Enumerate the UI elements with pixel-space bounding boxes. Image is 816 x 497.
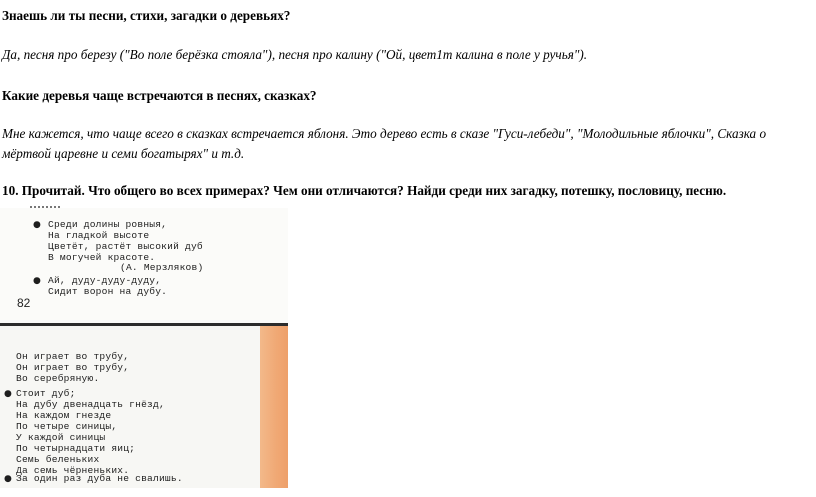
poem2-line: Сидит ворон на дубу. — [48, 286, 168, 297]
poem1-line: В могучей красоте. — [48, 252, 156, 263]
question-songs-about-trees: Знаешь ли ты песни, стихи, загадки о деревьях? — [2, 8, 291, 23]
poem1-line: На гладкой высоте — [48, 230, 150, 241]
riddle-line: На дубу двенадцать гнёзд, — [16, 399, 165, 410]
answer-trees-in-tales: Мне кажется, что чаще всего в сказках встречается яблоня. Это дерево есть в сказе "Гуси-лебеди", "Молодильные яблочки", Сказка о мёртвой царевне и семи богатырях" и т.д. — [2, 126, 767, 161]
riddle-line: Стоит дуб; — [16, 388, 76, 399]
poem1-line: Цветёт, растёт высокий дуб — [48, 241, 203, 252]
proverb-line: За один раз дуба не свалишь. — [16, 473, 183, 484]
page-edge-strip — [260, 326, 288, 488]
poem1-line: Среди долины ровныя, — [48, 219, 168, 230]
riddle-line: По четырнадцати яиц; — [16, 443, 136, 454]
bullet-icon: ● — [4, 474, 12, 484]
riddle-line: На каждом гнезде — [16, 410, 112, 421]
riddle-line: Семь беленьких — [16, 454, 100, 465]
poem2-continuation-line: Он играет во трубу, — [16, 362, 130, 373]
riddle-line: По четыре синицы, — [16, 421, 118, 432]
riddle-line: Да семь чёрненьких. — [16, 465, 130, 476]
poem1-author: (А. Мерзляков) — [120, 262, 204, 273]
bullet-icon: ● — [33, 276, 41, 286]
bullet-icon: ● — [33, 220, 41, 230]
bullet-icon: ● — [4, 389, 12, 399]
question-trees-in-tales: Какие деревья чаще встречаются в песнях, сказках? — [2, 88, 317, 103]
task-10: 10. Прочитай. Что общего во всех примерах? Чем они отличаются? Найди среди них загадку, потешку, пословицу, песню. — [2, 183, 727, 198]
cut-text-remnant — [30, 206, 60, 211]
poem2-continuation-line: Он играет во трубу, — [16, 351, 130, 362]
page-number: 82 — [17, 296, 31, 310]
poem2-line: Ай, дуду-дуду-дуду, — [48, 275, 162, 286]
riddle-line: У каждой синицы — [16, 432, 106, 443]
poem2-continuation-line: Во серебряную. — [16, 373, 100, 384]
answer-songs-about-trees: Да, песня про березу ("Во поле берёзка стояла"), песня про калину ("Ой, цвет1т калина в поле у ручья"). — [2, 47, 588, 62]
